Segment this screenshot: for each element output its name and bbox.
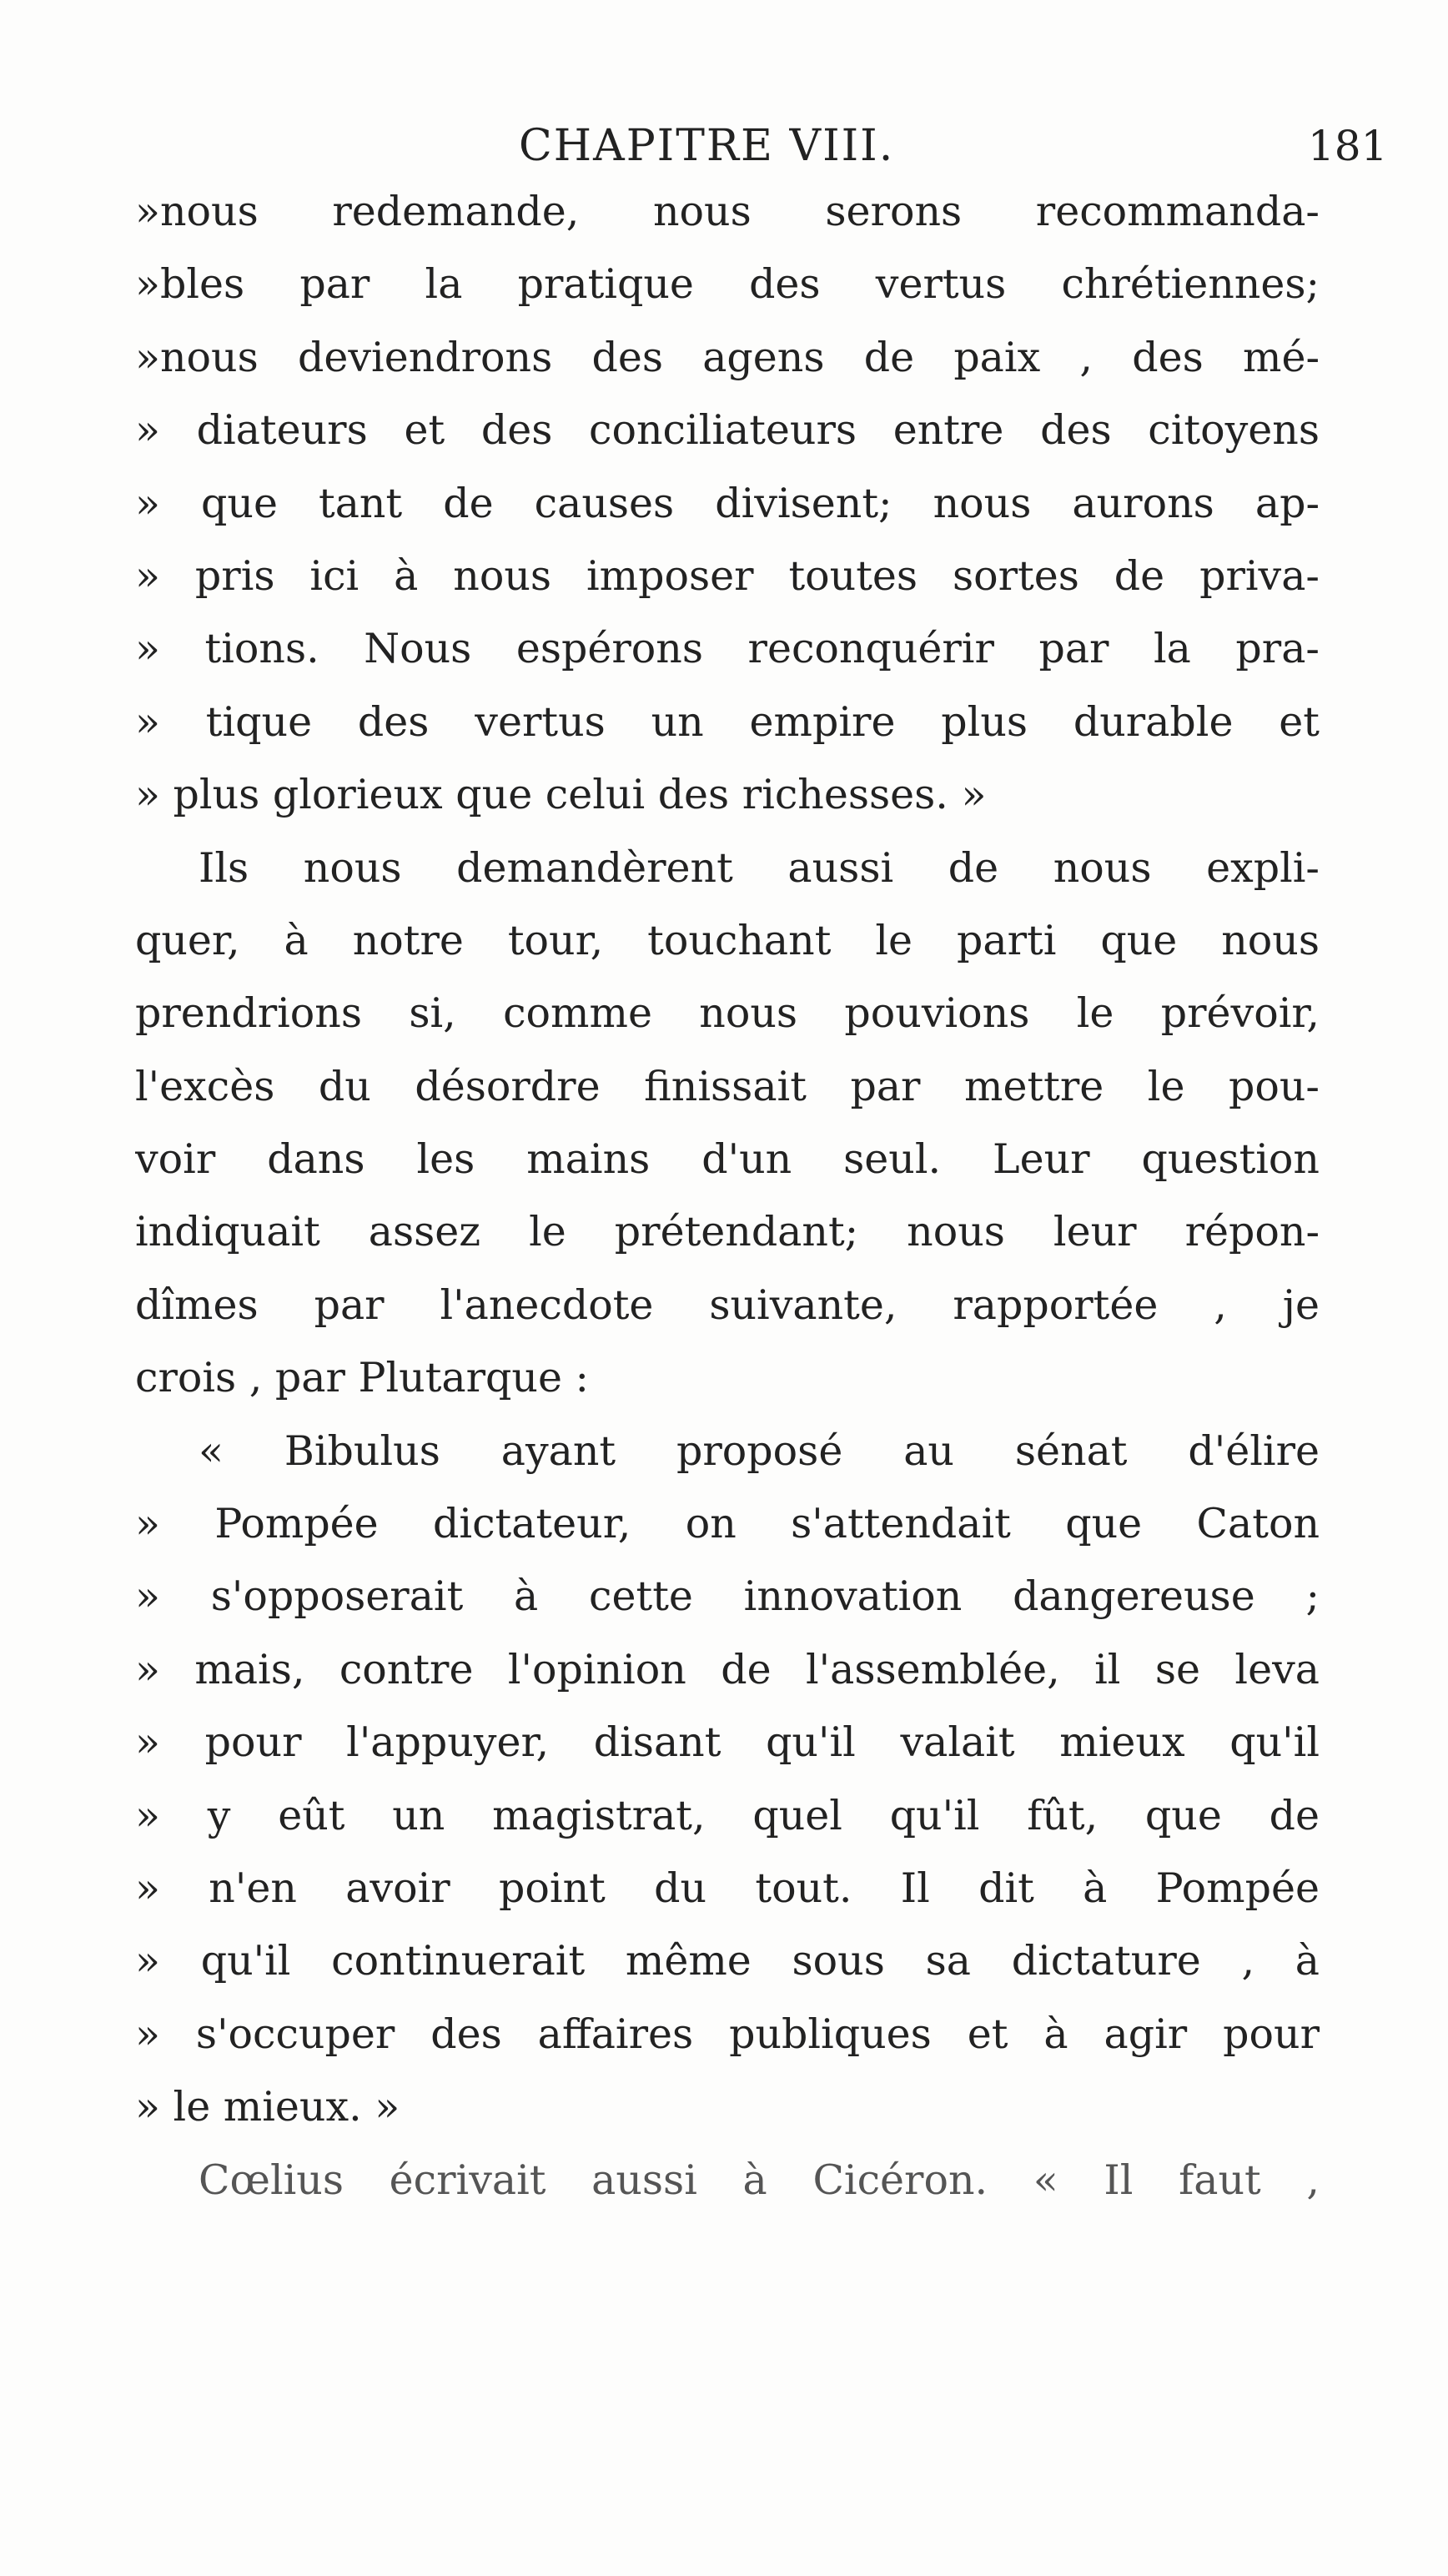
- text-line: » le mieux. »: [135, 2083, 400, 2131]
- text-line: » y eût un magistrat, quel qu'il fût, que de: [135, 1791, 1320, 1839]
- text-line: » s'occuper des affaires publiques et à agir pour: [135, 2010, 1320, 2058]
- text-line: » tions. Nous espérons reconquérir par la pra-: [135, 625, 1320, 673]
- text-line: » pour l'appuyer, disant qu'il valait mieux qu'il: [135, 1718, 1320, 1767]
- running-head: [0, 117, 1448, 175]
- text-line: » tique des vertus un empire plus durable et: [135, 697, 1320, 746]
- text-line: »nous deviendrons des agens de paix , des mé-: [135, 333, 1320, 381]
- text-line: Cœlius écrivait aussi à Cicéron. « Il faut ,: [199, 2156, 1320, 2204]
- text-line: » qu'il continuerait même sous sa dictature , à: [135, 1937, 1320, 1985]
- text-line: »nous redemande, nous serons recommanda-: [135, 188, 1320, 235]
- chapter-title: CHAPITRE VIII.: [519, 121, 895, 171]
- text-line: prendrions si, comme nous pouvions le prévoir,: [135, 989, 1320, 1038]
- page-number: 181: [1308, 122, 1388, 170]
- text-line: « Bibulus ayant proposé au sénat d'élire: [199, 1426, 1320, 1475]
- text-line: voir dans les mains d'un seul. Leur question: [135, 1135, 1320, 1184]
- text-line: » diateurs et des conciliateurs entre des citoyens: [135, 406, 1320, 455]
- text-line: l'excès du désordre finissait par mettre le pou-: [135, 1062, 1320, 1110]
- text-line: » plus glorieux que celui des richesses. »: [135, 771, 987, 819]
- text-line: » s'opposerait à cette innovation dangereuse ;: [135, 1572, 1320, 1621]
- text-line: Ils nous demandèrent aussi de nous expli-: [199, 843, 1320, 892]
- text-line: » mais, contre l'opinion de l'assemblée, il se leva: [135, 1645, 1320, 1693]
- text-line: indiquait assez le prétendant; nous leur répon-: [135, 1208, 1320, 1256]
- text-line: dîmes par l'anecdote suivante, rapportée , je: [135, 1280, 1320, 1329]
- body-text: [135, 175, 1320, 2216]
- text-line: »bles par la pratique des vertus chrétiennes;: [135, 260, 1320, 309]
- text-line: » que tant de causes divisent; nous aurons ap-: [135, 479, 1320, 527]
- text-line: » Pompée dictateur, on s'attendait que Caton: [135, 1500, 1320, 1548]
- text-line: » pris ici à nous imposer toutes sortes de priva-: [135, 551, 1320, 600]
- text-line: crois , par Plutarque :: [135, 1354, 590, 1402]
- text-line: quer, à notre tour, touchant le parti que nous: [135, 916, 1320, 964]
- text-line: » n'en avoir point du tout. Il dit à Pompée: [135, 1864, 1320, 1912]
